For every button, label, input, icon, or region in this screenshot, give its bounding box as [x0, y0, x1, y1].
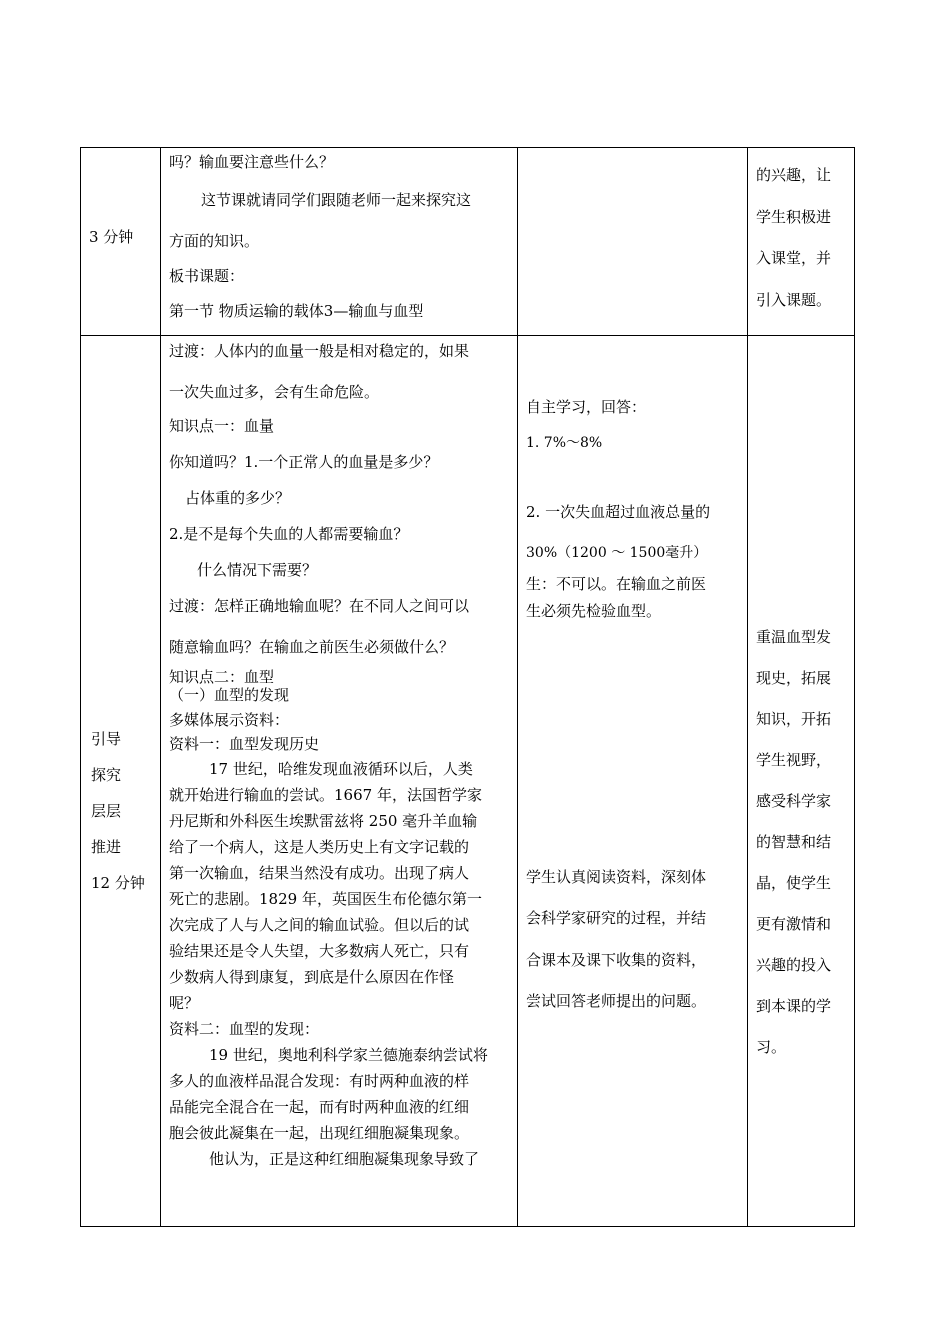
text-line: 入课堂，并 [756, 249, 832, 267]
lesson-title: 第一节 物质运输的载体3—输血与血型 [169, 302, 424, 320]
text-line: 就开始进行输血的尝试。1667 年，法国哲学家 [169, 786, 482, 804]
text-line: 更有激情和 [756, 915, 832, 933]
text-line: 次完成了人与人之间的输血试验。但以后的试 [169, 916, 470, 934]
stage-label: 引导 [91, 730, 122, 748]
lesson-plan-table [80, 147, 855, 1227]
design-intent-cell [748, 148, 855, 336]
text-line: 知识，开拓 [756, 710, 832, 728]
text-line: 1. 7%～8% [526, 435, 603, 451]
table-row [81, 148, 855, 336]
text-line: 学生认真阅读资料，深刻体 [526, 868, 707, 886]
material-text [169, 682, 488, 1172]
text-line: 占体重的多少？ [185, 489, 291, 507]
teacher-activity-cell [161, 148, 518, 336]
text-line: （一）血型的发现 [169, 686, 290, 704]
text-line: 过渡：怎样正确地输血呢？在不同人之间可以 [169, 597, 470, 615]
time-cell [81, 148, 161, 336]
text-line: 2. 一次失血超过血液总量的 [526, 503, 711, 521]
text-line: 感受科学家 [756, 792, 832, 810]
text-line: 引入课题。 [756, 291, 832, 309]
student-activity-cell [518, 336, 748, 1227]
text-line: 死亡的悲剧。1829 年，英国医生布伦德尔第一 [169, 890, 482, 908]
text-line: 随意输血吗？在输血之前医生必须做什么？ [169, 638, 455, 656]
text-line: 17 世纪，哈维发现血液循环以后，人类 [209, 760, 473, 778]
text-line: 自主学习，回答： [526, 398, 647, 416]
table-row [81, 336, 855, 1227]
text-line: 给了一个病人，这是人类历史上有文字记载的 [169, 838, 470, 856]
text-line: 的智慧和结 [756, 833, 832, 851]
text-line: 现史，拓展 [756, 669, 832, 687]
text-line: 呢？ [169, 994, 200, 1012]
text-line: 第一次输血，结果当然没有成功。出现了病人 [169, 864, 470, 882]
student-activity-cell [518, 148, 748, 336]
text-line: 生：不可以。在输血之前医 [526, 575, 707, 593]
time-cell [81, 336, 161, 1227]
time-label: 12 分钟 [91, 874, 145, 892]
text-line: 到本课的学 [756, 997, 832, 1015]
time-label: 3 分钟 [89, 228, 134, 246]
teacher-activity-cell [161, 336, 518, 1227]
knowledge-point-heading: 知识点二：血型 [169, 668, 275, 686]
text-line: 什么情况下需要？ [197, 561, 318, 579]
text-line: 会科学家研究的过程，并结 [526, 909, 707, 927]
knowledge-point-heading: 知识点一：血量 [169, 417, 275, 435]
text-line: 品能完全混合在一起，而有时两种血液的红细 [169, 1098, 470, 1116]
text-line: 一次失血过多，会有生命危险。 [169, 383, 380, 401]
text-line: 吗？输血要注意些什么？ [169, 153, 335, 171]
stage-label: 推进 [91, 838, 122, 856]
text-line: 学生视野， [756, 751, 832, 769]
text-line: 多人的血液样品混合发现：有时两种血液的样 [169, 1072, 470, 1090]
text-line: 资料二：血型的发现： [169, 1020, 320, 1038]
text-line: 兴趣的投入 [756, 956, 832, 974]
text-line: 资料一：血型发现历史 [169, 735, 320, 753]
text-line: 19 世纪，奥地利科学家兰德施泰纳尝试将 [209, 1046, 488, 1064]
text-line: 方面的知识。 [169, 232, 260, 250]
text-line: 2.是不是每个失血的人都需要输血？ [169, 525, 409, 543]
text-line: 合课本及课下收集的资料， [526, 951, 707, 969]
design-intent-cell [748, 336, 855, 1227]
text-line: 晶，使学生 [756, 874, 832, 892]
text-line: 你知道吗？1.一个正常人的血量是多少？ [169, 453, 439, 471]
text-line: 少数病人得到康复，到底是什么原因在作怪 [169, 968, 455, 986]
text-line: 的兴趣，让 [756, 166, 832, 184]
stage-label: 探究 [91, 766, 122, 784]
text-line: 学生积极进 [756, 208, 832, 226]
stage-label: 层层 [91, 802, 122, 820]
text-line: 尝试回答老师提出的问题。 [526, 992, 707, 1010]
text-line: 多媒体展示资料： [169, 711, 290, 729]
text-line: 他认为，正是这种红细胞凝集现象导致了 [209, 1150, 480, 1168]
text-line: 过渡：人体内的血量一般是相对稳定的，如果 [169, 342, 470, 360]
text-line: 生必须先检验血型。 [526, 602, 662, 620]
text-line: 这节课就请同学们跟随老师一起来探究这 [201, 191, 472, 209]
text-line: 30%（1200 ～ 1500毫升） [526, 545, 708, 561]
text-line: 板书课题： [169, 267, 245, 285]
text-line: 丹尼斯和外科医生埃默雷兹将 250 毫升羊血输 [169, 812, 478, 830]
text-line: 胞会彼此凝集在一起，出现红细胞凝集现象。 [169, 1124, 470, 1142]
text-line: 验结果还是令人失望，大多数病人死亡，只有 [169, 942, 470, 960]
text-line: 重温血型发 [756, 628, 832, 646]
text-line: 习。 [756, 1038, 787, 1056]
